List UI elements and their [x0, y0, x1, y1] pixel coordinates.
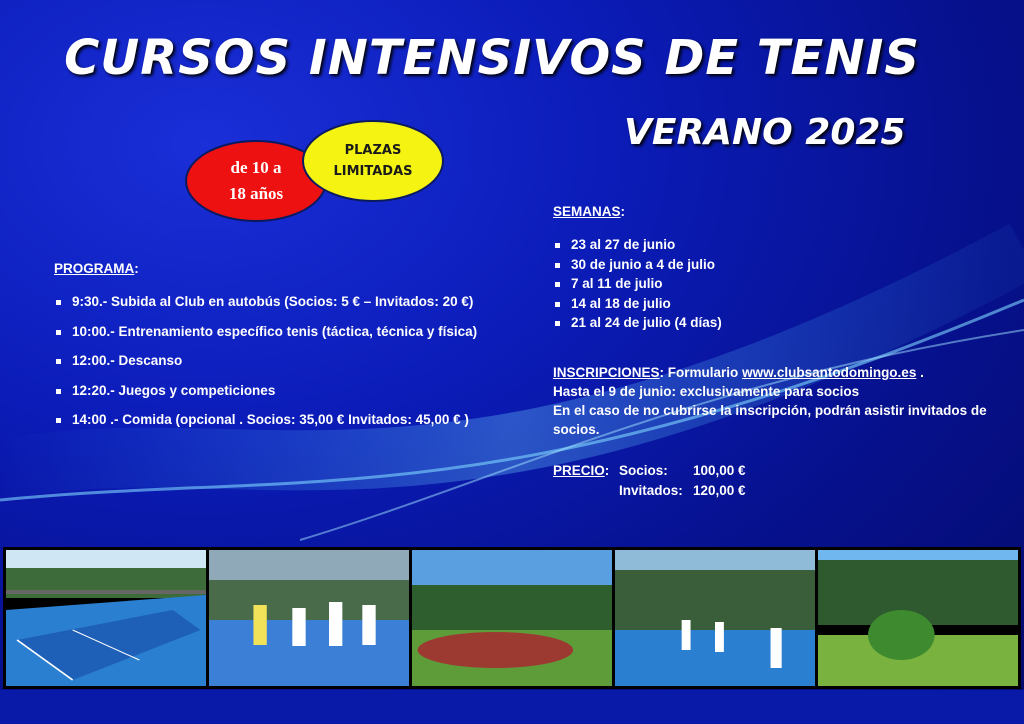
list-item: 21 al 24 de julio (4 días) [553, 315, 722, 335]
price-socios: 100,00 € [693, 463, 746, 478]
inscripciones-deadline: Hasta el 9 de junio: exclusivamente para socios [553, 384, 860, 399]
club-website-link[interactable]: www.clubsantodomingo.es [742, 365, 917, 380]
photo-strip [3, 547, 1021, 689]
photo-tennis-courts [6, 550, 206, 686]
precio-block: PRECIO: Socios: 100,00 € Invitados: 120,00 € [553, 461, 746, 501]
programa-list [54, 294, 477, 442]
precio-label: PRECIO [553, 463, 605, 478]
page-title: CURSOS INTENSIVOS DE TENIS [64, 30, 920, 86]
list-item: 9:30.- Subida al Club en autobús (Socios: 5 € – Invitados: 20 €) [54, 294, 477, 324]
inscripciones-label: INSCRIPCIONES [553, 365, 660, 380]
photo-kids-with-rackets [209, 550, 409, 686]
inscripciones-note: En el caso de no cubrirse la inscripción, podrán asistir invitados de socios. [553, 403, 987, 437]
photo-garden [818, 550, 1018, 686]
list-item: 12:20.- Juegos y competiciones [54, 383, 477, 413]
photo-tennis-lesson [615, 550, 815, 686]
semanas-label: SEMANAS: [553, 204, 626, 219]
list-item: 7 al 11 de julio [553, 276, 722, 296]
photo-playground [412, 550, 612, 686]
inscripciones-block: INSCRIPCIONES: Formulario www.clubsantodomingo.es . Hasta el 9 de junio: exclusivamente para socios En el caso de no cubrirse la inscripción, podrán asistir invitados de socios. [553, 363, 1013, 439]
semanas-list [553, 237, 722, 335]
page-subtitle: VERANO 2025 [624, 112, 906, 153]
programa-label: PROGRAMA: [54, 261, 139, 276]
list-item: 30 de junio a 4 de julio [553, 257, 722, 277]
age-badge: de 10 a 18 años [185, 140, 327, 222]
price-invitados: 120,00 € [693, 483, 746, 498]
list-item: 14 al 18 de julio [553, 296, 722, 316]
list-item: 10:00.- Entrenamiento específico tenis (táctica, técnica y física) [54, 324, 477, 354]
list-item: 14:00 .- Comida (opcional . Socios: 35,00 € Invitados: 45,00 € ) [54, 412, 477, 442]
limited-places-badge: PLAZAS LIMITADAS [302, 120, 444, 202]
list-item: 23 al 27 de junio [553, 237, 722, 257]
list-item: 12:00.- Descanso [54, 353, 477, 383]
